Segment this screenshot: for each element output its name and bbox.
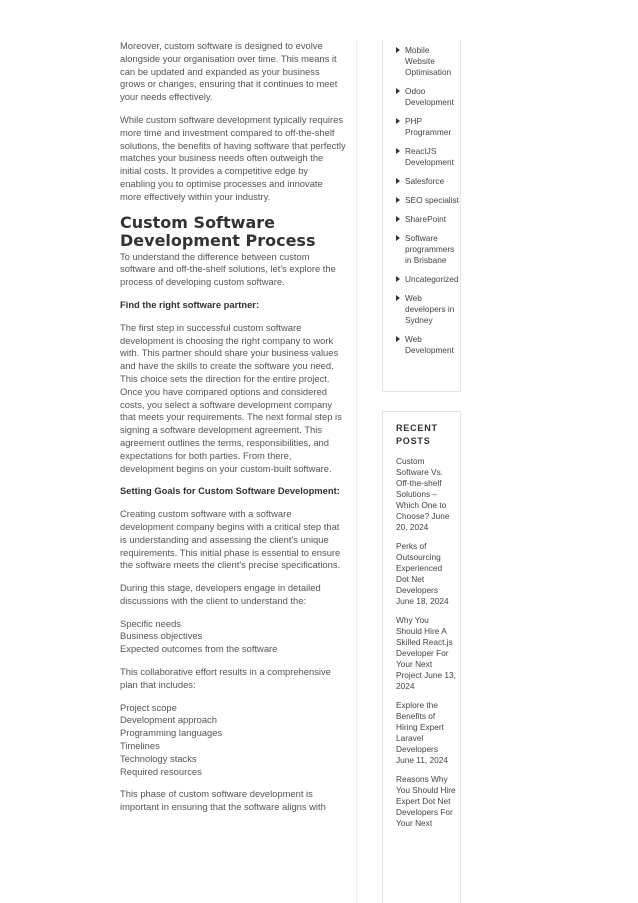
category-item[interactable] [383,86,460,108]
category-link[interactable]: Uncategorized [405,274,459,284]
article-paragraph: This phase of custom software development is important in ensuring that the software aligns with [120,788,326,813]
recent-posts-widget [382,411,461,903]
category-item[interactable] [383,233,460,266]
recent-post-link[interactable]: Reasons Why You Should Hire Expert Dot Net Developers For Your Next [396,774,456,828]
caret-right-icon [396,148,400,154]
caret-right-icon [396,295,400,301]
category-link[interactable]: SEO specialist [405,195,459,205]
list-item: Required resources [120,765,202,777]
caret-right-icon [396,235,400,241]
caret-right-icon [396,118,400,124]
article-paragraph: This collaborative effort results in a comprehensive plan that includes: [120,666,331,690]
recent-posts-list [383,456,460,829]
category-item[interactable] [383,195,460,206]
category-link[interactable]: Software programmers in Brisbane [405,233,455,265]
section-heading: Custom Software Development Process [120,212,316,251]
list-item: Specific needs [120,617,181,629]
article-paragraph: While custom software development typically requires more time and investment compared to off-the-shelf solutions, the benefits of having software that perfectly matches your business needs often outweigh the initial costs. It provides a competitive edge by enabling you to optimise processes and innovate more effectively within your industry. [120,113,346,202]
list-item: Timelines [120,740,160,752]
category-item[interactable] [383,176,460,187]
plan-list [120,702,346,779]
category-item[interactable] [383,214,460,225]
caret-right-icon [396,197,400,203]
list-item: Programming languages [120,727,223,739]
categories-widget [382,40,461,392]
category-item[interactable] [383,274,460,285]
category-item[interactable] [383,45,460,78]
category-item[interactable] [383,334,460,356]
article-paragraph: During this stage, developers engage in detailed discussions with the client to understand the: [120,582,321,606]
subheading-partner: Find the right software partner: [120,298,260,310]
category-link[interactable]: Salesforce [405,176,445,186]
caret-right-icon [396,336,400,342]
category-link[interactable]: Odoo Development [405,86,454,107]
category-link[interactable]: ReactJS Development [405,146,454,167]
caret-right-icon [396,216,400,222]
recent-post-link[interactable]: Why You Should Hire A Skilled React.js Developer For Your Next Project June 13, 2024 [396,615,456,691]
list-item: Project scope [120,701,177,713]
recent-post-link[interactable]: Custom Software Vs. Off-the-shelf Solutions – Which One to Choose? June 20, 2024 [396,456,450,532]
list-item: Technology stacks [120,752,197,764]
category-item[interactable] [383,146,460,168]
article-paragraph: To understand the difference between custom software and off-the-shelf solutions, let's explore the process of developing custom software. [120,250,336,288]
category-item[interactable] [383,293,460,326]
list-item: Business objectives [120,630,203,642]
recent-post-link[interactable]: Explore the Benefits of Hiring Expert Laravel Developers June 11, 2024 [396,700,448,765]
content-divider [356,40,357,903]
recent-posts-title: RECENT POSTS [396,423,438,446]
requirements-list [120,618,346,656]
category-item[interactable] [383,116,460,138]
caret-right-icon [396,88,400,94]
article-content [120,40,346,824]
list-item: Expected outcomes from the software [120,643,278,655]
category-link[interactable]: Web Development [405,334,454,355]
article-paragraph: Moreover, custom software is designed to evolve alongside your organisation over time. This means it can be updated and expanded as your business grows or changes, ensuring that it continues to meet your needs effectively. [120,40,338,103]
caret-right-icon [396,47,400,53]
subheading-goals: Setting Goals for Custom Software Development: [120,485,340,497]
category-link[interactable]: Mobile Website Optimisation [405,45,452,77]
recent-post-link[interactable]: Perks of Outsourcing Experienced Dot Net Developers June 18, 2024 [396,541,449,606]
article-paragraph: The first step in successful custom software development is choosing the right company to work with. This partner should share your business values and have the skills to create the software you need. This choice sets the direction for the entire project. Once you have compared options and considered costs, you select a software development company that meets your requirements. The next formal step is signing a software development agreement. This agreement outlines the terms, responsibilities, and expectations for both parties. From there, development begins on your custom-built software. [120,321,342,474]
caret-right-icon [396,276,400,282]
caret-right-icon [396,178,400,184]
category-link[interactable]: PHP Programmer [405,116,452,137]
list-item: Development approach [120,714,217,726]
category-link[interactable]: SharePoint [405,214,447,224]
category-link[interactable]: Web developers in Sydney [405,293,455,325]
article-paragraph: Creating custom software with a software development company begins with a critical step that is understanding and assessing the client's unique requirements. This initial phase is essential to ensure the software meets the client's precise specifications. [120,508,341,571]
category-list [383,40,460,356]
